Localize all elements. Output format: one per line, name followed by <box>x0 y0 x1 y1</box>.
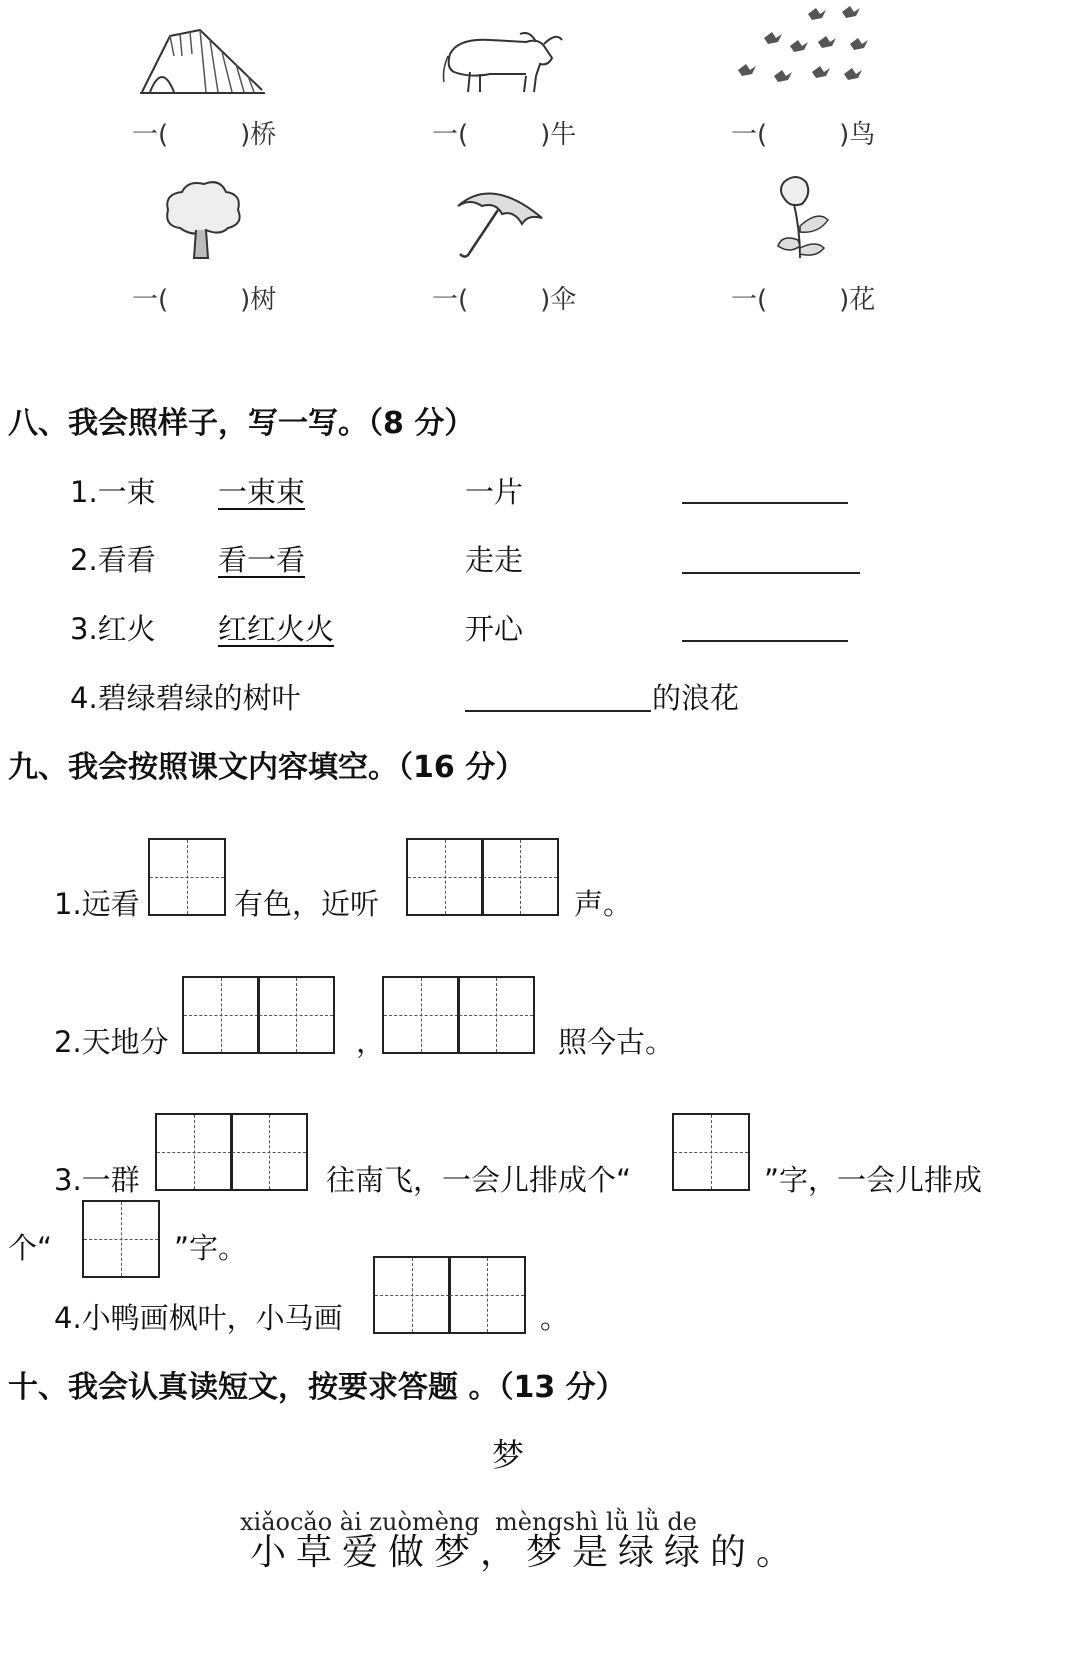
s8-row3-example: 红红火火 <box>218 612 335 646</box>
char-box[interactable] <box>672 1113 750 1191</box>
poem-title: 梦 <box>492 1436 525 1474</box>
poem-line-1: 小草爱做梦，梦是绿绿的。 <box>250 1532 803 1573</box>
char-box[interactable] <box>457 976 535 1054</box>
s8-row4-left: 4.碧绿碧绿的树叶 <box>70 681 301 715</box>
umbrella-icon <box>452 180 547 262</box>
s9-q3-e: ”字。 <box>174 1231 248 1265</box>
s9-q3-a: 3.一群 <box>54 1163 140 1197</box>
char-box[interactable] <box>406 838 484 916</box>
s8-row3-answer-line[interactable] <box>682 640 848 642</box>
s8-row2-num: 2.看看 <box>70 543 156 577</box>
s8-row3-num: 3.红火 <box>70 612 156 646</box>
birds-icon <box>728 4 878 96</box>
s9-q1-b: 有色，近听 <box>234 887 380 921</box>
flower-icon <box>766 174 836 262</box>
s8-row1-example: 一束束 <box>218 475 306 509</box>
measure-word-birds: 一( )鸟 <box>731 120 876 150</box>
poem-pinyin-line: xiǎocǎo ài zuòmèng mèngshì lǜ lǜ de <box>240 1508 697 1536</box>
s8-row3-word: 开心 <box>465 612 524 646</box>
char-box[interactable] <box>382 976 460 1054</box>
s9-q3-c: ”字，一会儿排成 <box>764 1163 983 1197</box>
s8-row2-answer-line[interactable] <box>682 572 860 574</box>
char-box[interactable] <box>448 1256 526 1334</box>
s9-q1-a: 1.远看 <box>54 887 140 921</box>
measure-word-bridge: 一( )桥 <box>132 120 277 150</box>
bridge-icon <box>140 26 265 96</box>
s9-q3-d: 个“ <box>8 1231 53 1265</box>
s8-row1-answer-line[interactable] <box>682 502 848 504</box>
s9-q3-b: 往南飞，一会儿排成个“ <box>326 1163 632 1197</box>
section-9-title: 九、我会按照课文内容填空。（16 分） <box>8 750 526 785</box>
char-box[interactable] <box>82 1200 160 1278</box>
char-box[interactable] <box>148 838 226 916</box>
s8-row2-example: 看一看 <box>218 543 306 577</box>
char-box[interactable] <box>373 1256 451 1334</box>
measure-word-tree: 一( )树 <box>132 285 277 315</box>
s9-q1-c: 声。 <box>574 887 633 921</box>
char-box[interactable] <box>182 976 260 1054</box>
char-box[interactable] <box>155 1113 233 1191</box>
s8-row4-answer-line[interactable] <box>465 710 651 712</box>
section-8-title: 八、我会照样子，写一写。（8 分） <box>8 406 475 441</box>
s9-q2-a: 2.天地分 <box>54 1025 169 1059</box>
s9-q4-a: 4.小鸭画枫叶，小马画 <box>54 1301 343 1335</box>
char-box[interactable] <box>481 838 559 916</box>
s9-q4-b: 。 <box>540 1301 570 1335</box>
tree-icon <box>160 178 245 260</box>
s8-row1-num: 1.一束 <box>70 475 156 509</box>
section-10-title: 十、我会认真读短文，按要求答题 。（13 分） <box>8 1370 626 1405</box>
char-box[interactable] <box>257 976 335 1054</box>
s9-q2-b: ， <box>356 1025 386 1059</box>
s8-row4-right: 的浪花 <box>652 681 740 715</box>
ox-icon <box>440 24 565 96</box>
s8-row1-word: 一片 <box>465 475 524 509</box>
s8-row2-word: 走走 <box>465 543 524 577</box>
measure-word-flower: 一( )花 <box>731 285 876 315</box>
s9-q2-c: 照今古。 <box>558 1025 675 1059</box>
measure-word-umbrella: 一( )伞 <box>432 285 577 315</box>
char-box[interactable] <box>230 1113 308 1191</box>
measure-word-ox: 一( )牛 <box>432 120 577 150</box>
